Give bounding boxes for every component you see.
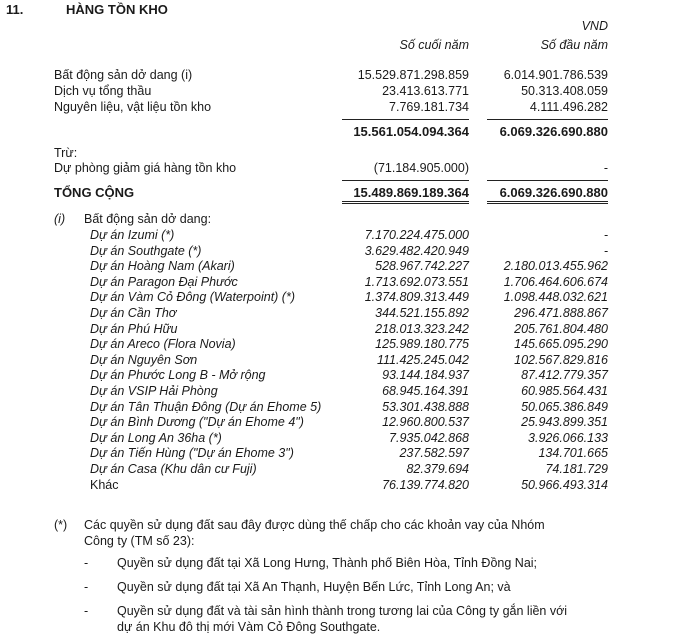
project-value-end: 7.935.042.868 — [389, 431, 469, 445]
project-value-begin: 50.966.493.314 — [521, 478, 608, 492]
section-number: 11. — [6, 2, 24, 17]
project-value-end: 53.301.438.888 — [382, 400, 469, 414]
project-value-begin: 145.665.095.290 — [514, 337, 608, 351]
project-label: Dự án Bình Dương ("Dự án Ehome 4") — [90, 415, 304, 429]
project-label: Dự án Casa (Khu dân cư Fuji) — [90, 462, 257, 476]
project-value-end: 111.425.245.042 — [377, 353, 469, 367]
project-value-begin: 205.761.804.480 — [514, 322, 608, 336]
project-value-begin: 50.065.386.849 — [521, 400, 608, 414]
column-header-end: Số cuối năm — [399, 38, 469, 52]
project-value-end: 344.521.155.892 — [375, 306, 469, 320]
project-value-begin: - — [603, 228, 608, 242]
project-value-begin: 3.926.066.133 — [528, 431, 608, 445]
project-value-end: 125.989.180.775 — [375, 337, 469, 351]
bullet-dash: - — [84, 580, 89, 594]
note-i-marker: (i) — [54, 212, 66, 226]
project-value-end: 218.013.323.242 — [375, 322, 469, 336]
currency-label: VND — [581, 19, 608, 33]
project-label: Dự án Izumi (*) — [90, 228, 175, 242]
section-title: HÀNG TỒN KHO — [66, 2, 168, 17]
row-value-end: 23.413.613.771 — [382, 84, 469, 98]
total-double-rule-end — [342, 201, 469, 204]
total-end: 15.489.869.189.364 — [353, 185, 469, 200]
subtotal-begin: 6.069.326.690.880 — [499, 124, 608, 139]
subtotal-end: 15.561.054.094.364 — [353, 124, 469, 139]
project-value-begin: 102.567.829.816 — [514, 353, 608, 367]
project-value-begin: 1.706.464.606.674 — [503, 275, 608, 289]
provision-begin: - — [603, 161, 608, 175]
row-label: Dịch vụ tổng thầu — [54, 84, 152, 98]
subtotal-rule-begin — [487, 119, 608, 120]
project-value-begin: - — [603, 244, 608, 258]
total-rule-begin-top — [487, 180, 608, 181]
row-value-end: 7.769.181.734 — [389, 100, 469, 114]
total-label: TỔNG CỘNG — [54, 185, 135, 200]
footnote-line-2: Công ty (TM số 23): — [84, 534, 195, 548]
project-value-end: 1.374.809.313.449 — [364, 290, 469, 304]
project-label: Dự án Vàm Cỏ Đông (Waterpoint) (*) — [90, 290, 295, 304]
project-label: Dự án Phú Hữu — [90, 322, 178, 336]
project-label: Dự án Areco (Flora Novia) — [90, 337, 236, 351]
provision-end: (71.184.905.000) — [373, 161, 469, 175]
project-value-end: 12.960.800.537 — [382, 415, 469, 429]
bullet-text: Quyền sử dụng đất tại Xã Long Hưng, Thành phố Biên Hòa, Tỉnh Đồng Nai; — [117, 556, 538, 570]
row-label: Nguyên liệu, vật liệu tồn kho — [54, 100, 212, 114]
row-value-begin: 50.313.408.059 — [521, 84, 608, 98]
row-value-begin: 4.111.496.282 — [529, 100, 608, 114]
project-value-end: 237.582.597 — [399, 446, 469, 460]
footnote-line-1: Các quyền sử dụng đất sau đây được dùng thế chấp cho các khoản vay của Nhóm — [84, 518, 545, 532]
project-value-begin: 74.181.729 — [545, 462, 608, 476]
bullet-text: dự án Khu đô thị mới Vàm Cỏ Đông Southgate. — [117, 620, 381, 634]
project-value-begin: 1.098.448.032.621 — [503, 290, 608, 304]
subtotal-rule-end — [342, 119, 469, 120]
total-double-rule-begin — [487, 201, 608, 204]
project-value-end: 76.139.774.820 — [382, 478, 469, 492]
project-value-begin: 134.701.665 — [538, 446, 608, 460]
project-label: Dự án VSIP Hải Phòng — [90, 384, 218, 398]
row-value-end: 15.529.871.298.859 — [357, 68, 469, 82]
project-value-begin: 2.180.013.455.962 — [503, 259, 608, 273]
row-label: Bất động sản dở dang (i) — [54, 68, 193, 82]
column-header-begin: Số đầu năm — [540, 38, 608, 52]
project-label: Dự án Tiến Hùng ("Dự án Ehome 3") — [90, 446, 294, 460]
project-label: Khác — [90, 478, 119, 492]
less-label: Trừ: — [54, 146, 78, 160]
bullet-dash: - — [84, 604, 89, 618]
project-value-end: 82.379.694 — [406, 462, 469, 476]
project-value-end: 1.713.692.073.551 — [364, 275, 469, 289]
project-label: Dự án Southgate (*) — [90, 244, 202, 258]
project-value-end: 528.967.742.227 — [375, 259, 469, 273]
project-label: Dự án Long An 36ha (*) — [90, 431, 222, 445]
project-value-begin: 296.471.888.867 — [514, 306, 608, 320]
project-value-begin: 87.412.779.357 — [521, 368, 608, 382]
bullet-text: Quyền sử dụng đất và tài sản hình thành trong tương lai của Công ty gắn liền với — [117, 604, 568, 618]
project-label: Dự án Nguyên Sơn — [90, 353, 198, 367]
row-value-begin: 6.014.901.786.539 — [503, 68, 608, 82]
bullet-text: Quyền sử dụng đất tại Xã An Thạnh, Huyện Bến Lức, Tỉnh Long An; và — [117, 580, 511, 594]
project-label: Dự án Hoàng Nam (Akari) — [90, 259, 235, 273]
project-value-end: 68.945.164.391 — [382, 384, 469, 398]
total-begin: 6.069.326.690.880 — [499, 185, 608, 200]
note-i-label: Bất động sản dở dang: — [84, 212, 212, 226]
project-label: Dự án Cần Thơ — [90, 306, 177, 320]
total-rule-end-top — [342, 180, 469, 181]
bullet-dash: - — [84, 556, 89, 570]
project-label: Dự án Tân Thuận Đông (Dự án Ehome 5) — [90, 400, 322, 414]
project-value-begin: 25.943.899.351 — [521, 415, 608, 429]
project-label: Dự án Phước Long B - Mở rộng — [90, 368, 266, 382]
project-label: Dự án Paragon Đại Phước — [90, 275, 238, 289]
footnote-marker: (*) — [54, 518, 68, 532]
project-value-end: 93.144.184.937 — [382, 368, 469, 382]
project-value-end: 3.629.482.420.949 — [364, 244, 469, 258]
project-value-end: 7.170.224.475.000 — [364, 228, 469, 242]
provision-label: Dự phòng giảm giá hàng tồn kho — [54, 161, 237, 175]
project-value-begin: 60.985.564.431 — [521, 384, 608, 398]
